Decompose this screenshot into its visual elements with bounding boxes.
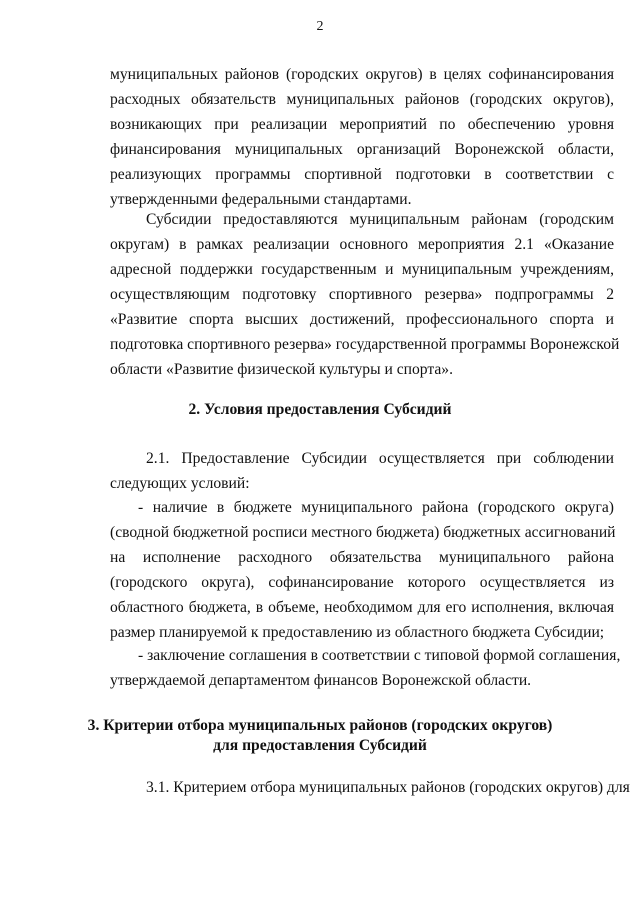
text-line: (городского округа), софинансирование которого осуществляется из xyxy=(110,574,614,591)
text-line: 2.1. Предоставление Субсидии осуществляется при соблюдении xyxy=(146,450,614,467)
heading-line: 3. Критерии отбора муниципальных районов (городских округов) xyxy=(87,717,553,734)
heading-line: 2. Условия предоставления Субсидий xyxy=(188,401,452,418)
text-line: - наличие в бюджете муниципального района (городского округа) xyxy=(138,499,614,516)
text-line: «Развитие спорта высших достижений, профессионального спорта и xyxy=(110,311,614,328)
text-line: подготовка спортивного резерва» государственной программы Воронежской xyxy=(110,336,620,353)
text-line: финансирования муниципальных организаций Воронежской области, xyxy=(110,141,614,158)
text-line: - заключение соглашения в соответствии с типовой формой соглашения, xyxy=(138,647,621,664)
text-line: размер планируемой к предоставлению из областного бюджета Субсидии; xyxy=(110,624,605,641)
section-heading-2 xyxy=(0,400,640,420)
text-line: 3.1. Критерием отбора муниципальных районов (городских округов) для xyxy=(146,779,630,796)
paragraph-4 xyxy=(110,495,614,645)
text-line: утвержденными федеральными стандартами. xyxy=(110,191,412,208)
text-line: областного бюджета, в объеме, необходимом для его исполнения, включая xyxy=(110,599,614,616)
text-line: области «Развитие физической культуры и спорта». xyxy=(110,361,453,378)
paragraph-1 xyxy=(110,62,614,212)
text-line: на исполнение расходного обязательства муниципального района xyxy=(110,549,614,566)
text-line: реализующих программы спортивной подготовки в соответствии с xyxy=(110,166,614,183)
text-line: возникающих при реализации мероприятий по обеспечению уровня xyxy=(110,116,614,133)
text-line: следующих условий: xyxy=(110,475,250,492)
paragraph-5 xyxy=(110,643,621,693)
paragraph-2 xyxy=(110,207,620,382)
paragraph-6 xyxy=(110,775,630,800)
text-line: муниципальных районов (городских округов) в целях софинансирования xyxy=(110,66,614,83)
text-line: округам) в рамках реализации основного мероприятия 2.1 «Оказание xyxy=(110,236,614,253)
text-line: адресной поддержки государственным и муниципальным учреждениям, xyxy=(110,261,614,278)
text-line: утверждаемой департаментом финансов Воронежской области. xyxy=(110,672,532,689)
page-number: 2 xyxy=(316,19,324,34)
heading-line: для предоставления Субсидий xyxy=(213,737,427,754)
text-line: Субсидии предоставляются муниципальным районам (городским xyxy=(146,211,614,228)
paragraph-3 xyxy=(110,446,614,496)
text-line: осуществляющим подготовку спортивного резерва» подпрограммы 2 xyxy=(110,286,614,303)
text-line: расходных обязательств муниципальных районов (городских округов), xyxy=(110,91,614,108)
text-line: (сводной бюджетной росписи местного бюджета) бюджетных ассигнований xyxy=(110,524,616,541)
section-heading-3 xyxy=(0,716,640,756)
